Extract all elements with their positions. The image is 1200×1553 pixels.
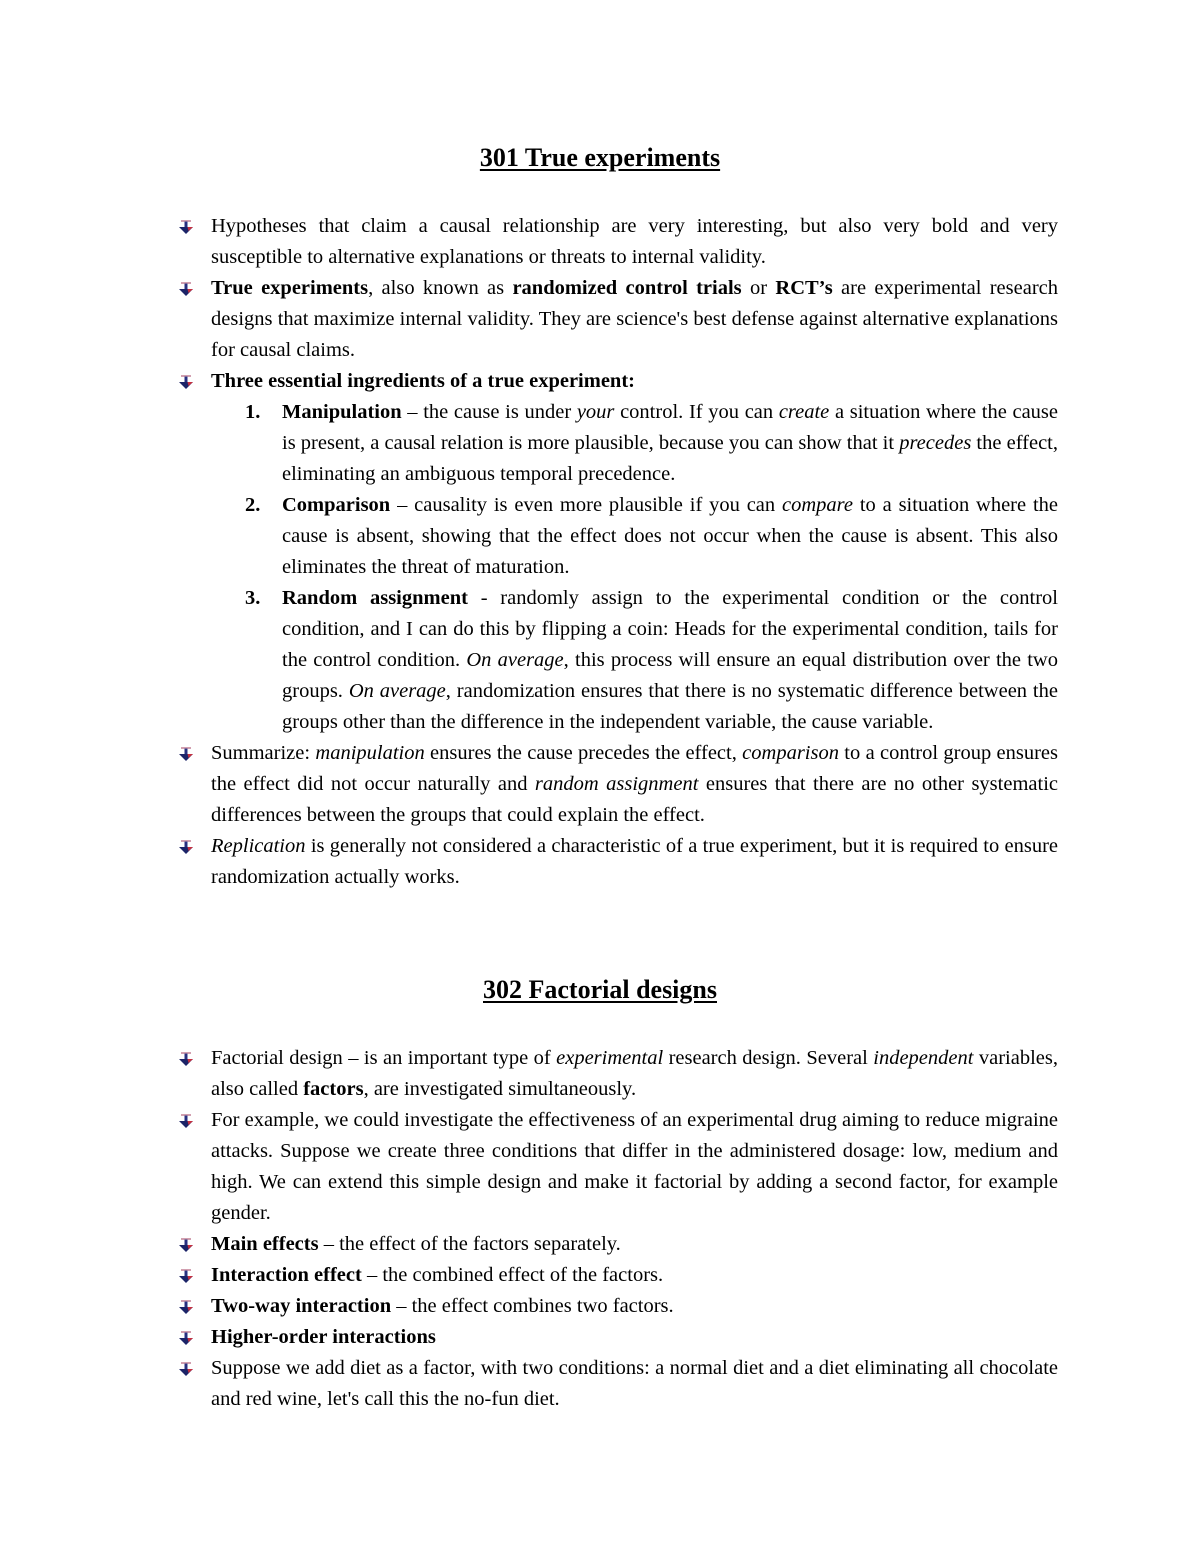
- list-item: Hypotheses that claim a causal relationship are very interesting, but also very bold and very susceptible to alternative explanations or threats to internal validity.: [0, 211, 1058, 273]
- list-item: Main effects – the effect of the factors separately.: [0, 1229, 1058, 1260]
- down-arrow-bullet-icon: [178, 1269, 194, 1283]
- numbered-item-manipulation: 1. Manipulation – the cause is under your control. If you can create a situation where the cause is present, a causal relation is more plausible, because you can show that it precedes the effect, eliminating an ambiguous temporal precedence.: [245, 401, 1059, 485]
- down-arrow-bullet-icon: [178, 1052, 194, 1066]
- true-experiments-list: [0, 211, 1058, 893]
- numbered-item-random-assignment: 3. Random assignment - randomly assign to the experimental condition or the control condition, and I can do this by flipping a coin: Heads for the experimental condition, tails for the control condition. On average, this process will ensure an equal distribution over the two groups. On average, randomization ensures that there is no systematic difference between the groups other than the difference in the independent variable, the cause variable.: [245, 587, 1058, 733]
- section-title-true-experiments: 301 True experiments: [479, 143, 721, 172]
- list-item: Suppose we add diet as a factor, with two conditions: a normal diet and a diet eliminating all chocolate and red wine, let's call this the no-fun diet.: [0, 1353, 1058, 1415]
- down-arrow-bullet-icon: [178, 375, 194, 389]
- down-arrow-bullet-icon: [178, 747, 194, 761]
- list-item: For example, we could investigate the effectiveness of an experimental drug aiming to reduce migraine attacks. Suppose we create three conditions that differ in the administered dosage: low, medium and high. We can extend this simple design and make it factorial by adding a second factor, for example gender.: [0, 1105, 1058, 1229]
- list-item: Two-way interaction – the effect combines two factors.: [0, 1291, 1058, 1322]
- list-item: True experiments, also known as randomized control trials or RCT’s are experimental research designs that maximize internal validity. They are science's best defense against alternative explanations for causal claims.: [0, 273, 1058, 366]
- down-arrow-bullet-icon: [178, 1362, 194, 1376]
- list-item: Higher-order interactions: [0, 1322, 1058, 1353]
- down-arrow-bullet-icon: [178, 282, 194, 296]
- list-item: Interaction effect – the combined effect of the factors.: [0, 1260, 1058, 1291]
- down-arrow-bullet-icon: [178, 1238, 194, 1252]
- section-title-factorial-designs: 302 Factorial designs: [483, 975, 717, 1004]
- list-item: Three essential ingredients of a true experiment: 1. Manipulation – the cause is under your control. If you can create a situation where the cause is present, a causal relation is more plausible, because you can show that it precedes the effect, eliminating an ambiguous temporal precedence. 2. Comparison – causality is even more plausible if you can compare to a situation where the cause is absent, showing that the effect does not occur when the cause is absent. This also eliminates the threat of maturation. 3. Random assignment - randomly assign to the experimental condition or the control condition, and I can do this by flipping a coin: Heads for the experimental condition, tails for the control condition. On average, this process will ensure an equal distribution over the two groups. On average, randomization ensures that there is no systematic difference between the groups other than the difference in the independent variable, the cause variable.: [0, 366, 1058, 738]
- down-arrow-bullet-icon: [178, 1114, 194, 1128]
- list-item: Replication is generally not considered a characteristic of a true experiment, but it is required to ensure randomization actually works.: [0, 831, 1058, 893]
- ingredients-numbered-list: [211, 397, 1058, 738]
- numbered-item-comparison: 2. Comparison – causality is even more plausible if you can compare to a situation where the cause is absent, showing that the effect does not occur when the cause is absent. This also eliminates the threat of maturation.: [245, 494, 1059, 578]
- down-arrow-bullet-icon: [178, 1331, 194, 1345]
- list-item: Summarize: manipulation ensures the cause precedes the effect, comparison to a control group ensures the effect did not occur naturally and random assignment ensures that there are no other systematic differences between the groups that could explain the effect.: [0, 738, 1058, 831]
- down-arrow-bullet-icon: [178, 220, 194, 234]
- factorial-designs-list: [0, 1043, 1058, 1415]
- list-item: Factorial design – is an important type of experimental research design. Several independent variables, also called factors, are investigated simultaneously.: [0, 1043, 1058, 1105]
- down-arrow-bullet-icon: [178, 840, 194, 854]
- down-arrow-bullet-icon: [178, 1300, 194, 1314]
